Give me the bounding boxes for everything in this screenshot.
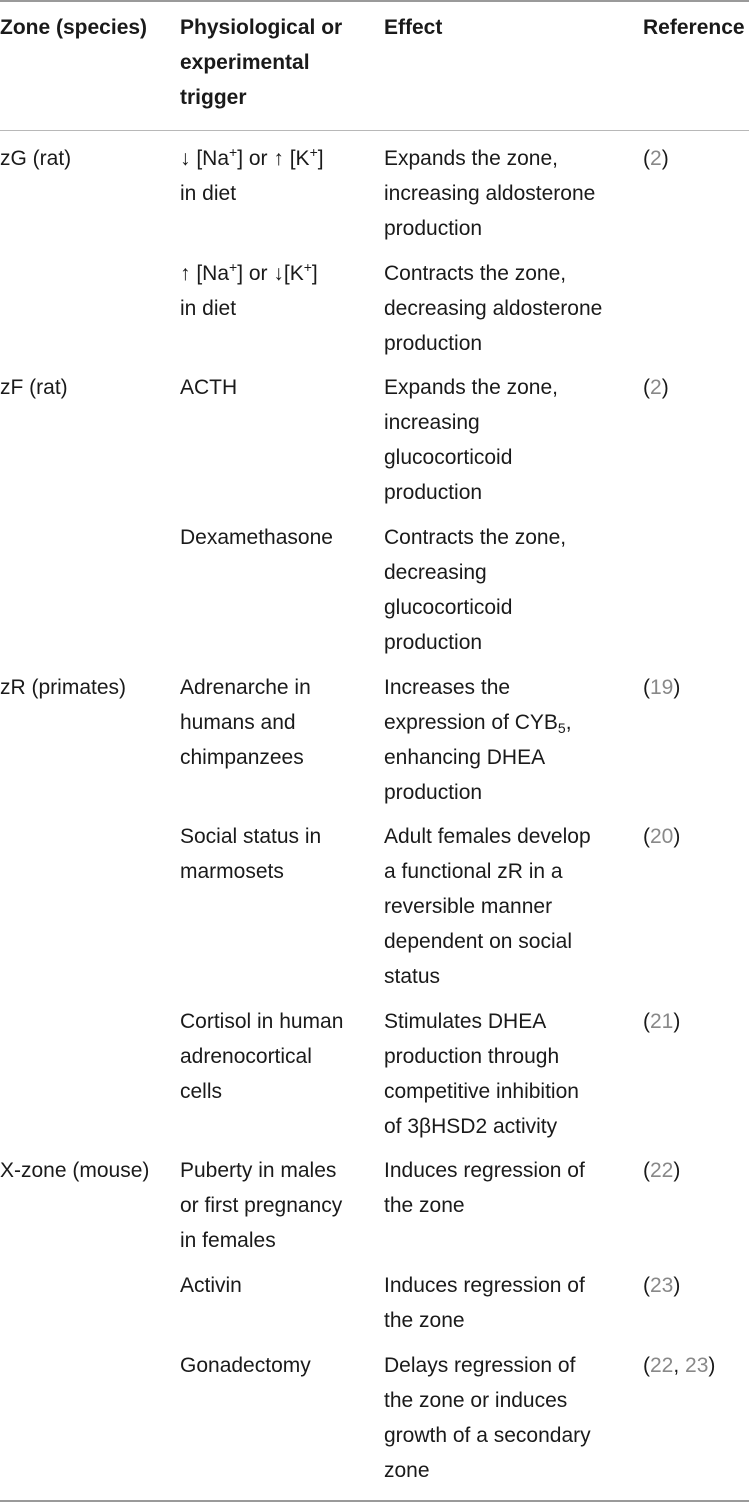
trigger-line: in diet (180, 182, 237, 205)
effect-cell: Induces regression of the zone (384, 1159, 585, 1217)
header-effect: Effect (384, 16, 443, 39)
effect-cell: Adult females develop a functional zR in a reversible manner dependent on social status (384, 825, 591, 988)
trigger-cell: Activin (180, 1274, 242, 1297)
effect-cell: Stimulates DHEA production through competitive inhibition of 3βHSD2 activity (384, 1010, 579, 1138)
zone-cell: X-zone (mouse) (0, 1159, 150, 1182)
effect-cell: Contracts the zone, decreasing aldosterone production (384, 262, 603, 355)
trigger-cell (180, 141, 324, 211)
trigger-line: ↓ [Na+] or ↑ [K+] (180, 144, 324, 170)
trigger-cell: Cortisol in human adrenocortical cells (180, 1010, 344, 1103)
trigger-cell (180, 256, 318, 326)
reference-cell: (21) (643, 1010, 681, 1033)
reference-link[interactable]: 23 (685, 1354, 709, 1377)
zone-cell: zG (rat) (0, 147, 72, 170)
trigger-cell: Dexamethasone (180, 526, 333, 549)
header-reference: Reference (643, 16, 745, 39)
effect-cell: Contracts the zone, decreasing glucocorticoid production (384, 526, 567, 654)
table-bottom-rule (0, 1500, 749, 1502)
reference-link[interactable]: 22 (650, 1159, 674, 1182)
reference-cell: (2) (643, 147, 669, 170)
trigger-cell: Gonadectomy (180, 1354, 311, 1377)
reference-link[interactable]: 21 (650, 1010, 674, 1033)
reference-link[interactable]: 22 (650, 1354, 674, 1377)
effect-cell: Expands the zone, increasing aldosterone production (384, 147, 596, 240)
reference-cell: (19) (643, 676, 681, 699)
reference-cell: (20) (643, 825, 681, 848)
reference-cell: (22, 23) (643, 1354, 716, 1377)
reference-link[interactable]: 19 (650, 676, 674, 699)
reference-link[interactable]: 23 (650, 1274, 674, 1297)
trigger-cell: Puberty in males or first pregnancy in females (180, 1159, 343, 1252)
header-trigger-line: experimental (180, 51, 310, 74)
zone-cell: zR (primates) (0, 676, 127, 699)
effect-cell: Delays regression of the zone or induces growth of a secondary zone (384, 1354, 591, 1482)
zone-cell: zF (rat) (0, 376, 68, 399)
reference-link[interactable]: 2 (650, 147, 662, 170)
trigger-line: ↑ [Na+] or ↓[K+] (180, 259, 318, 285)
trigger-cell: ACTH (180, 376, 238, 399)
table-top-rule (0, 0, 749, 2)
table-header-rule (0, 130, 749, 131)
trigger-line: in diet (180, 297, 237, 320)
reference-cell: (23) (643, 1274, 681, 1297)
header-trigger (180, 10, 342, 115)
effect-cell: Expands the zone, increasing glucocorticoid production (384, 376, 558, 504)
effect-cell: Increases the expression of $CYB_5$, enhancing DHEA production (384, 676, 572, 804)
header-trigger-line: Physiological or (180, 16, 343, 39)
reference-link[interactable]: 20 (650, 825, 674, 848)
trigger-cell: Social status in marmosets (180, 825, 322, 883)
reference-link[interactable]: 2 (650, 376, 662, 399)
trigger-cell: Adrenarche in humans and chimpanzees (180, 676, 311, 769)
header-trigger-line: trigger (180, 86, 247, 109)
reference-cell: (2) (643, 376, 669, 399)
header-zone: Zone (species) (0, 16, 148, 39)
effect-cell: Induces regression of the zone (384, 1274, 585, 1332)
reference-cell: (22) (643, 1159, 681, 1182)
